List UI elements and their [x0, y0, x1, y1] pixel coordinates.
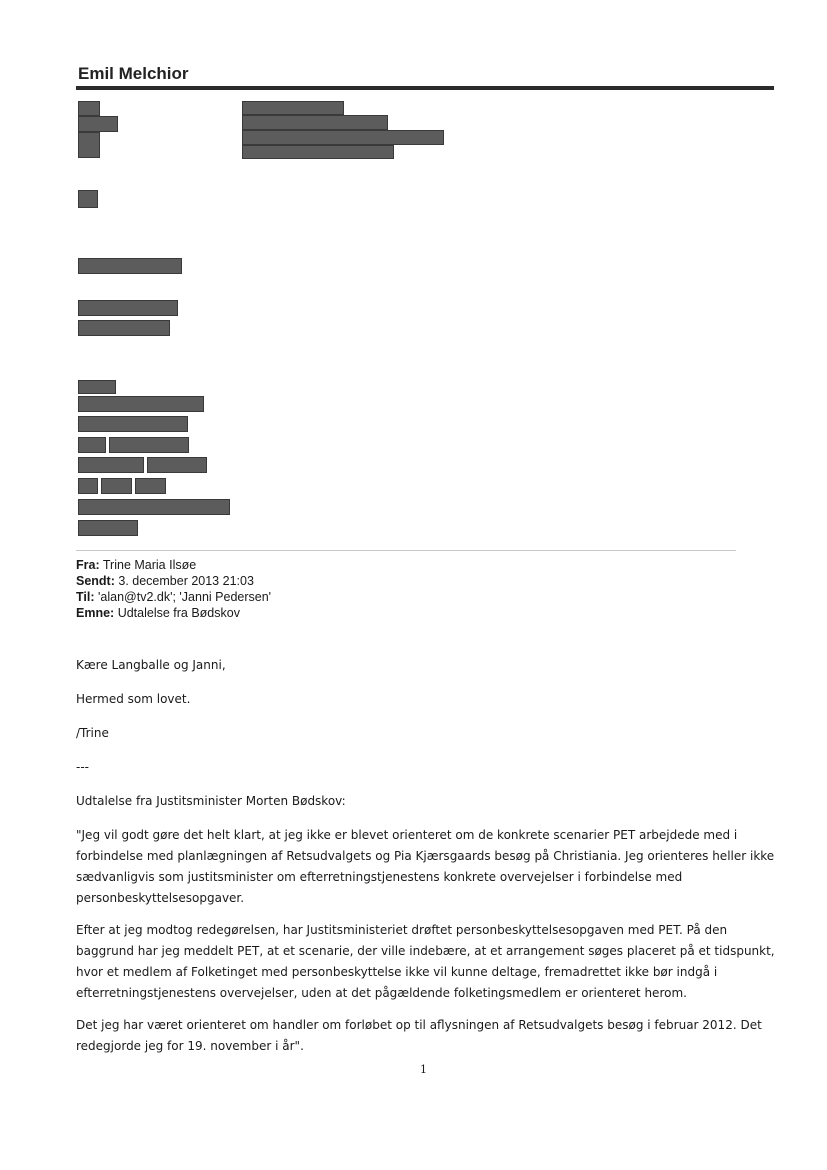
- greeting: Kære Langballe og Janni,: [76, 658, 226, 672]
- redaction-block: [78, 380, 116, 394]
- separator-rule: [76, 550, 736, 551]
- redaction-block: [78, 457, 144, 473]
- email-header: [76, 557, 271, 621]
- redaction-block: [78, 258, 182, 274]
- signoff: /Trine: [76, 726, 109, 740]
- redaction-block: [78, 499, 230, 515]
- from-value: Trine Maria Ilsøe: [102, 558, 197, 572]
- redaction-block: [78, 520, 138, 536]
- redaction-block: [78, 101, 100, 116]
- redaction-block: [135, 478, 166, 494]
- body-line: Hermed som lovet.: [76, 692, 191, 706]
- sent-row: [76, 573, 271, 589]
- redaction-block: [78, 396, 204, 412]
- statement-heading: Udtalelse fra Justitsminister Morten Bødskov:: [76, 794, 346, 808]
- sender-name: Emil Melchior: [78, 64, 189, 83]
- to-value: 'alan@tv2.dk'; 'Janni Pedersen': [98, 590, 272, 604]
- redaction-block: [101, 478, 132, 494]
- statement-paragraph-1: "Jeg vil godt gøre det helt klart, at jeg ikke er blevet orienteret om de konkrete scenarier PET arbejdede med i forbindelse med planlægningen af Retsudvalgets og Pia Kjærsgaards besøg på Christiania. Jeg orienteres heller ikke sædvanligvis som justitsminister om efterretningstjenestens konkrete overvejelser i forbindelse med personbeskyttelsesopgaver.: [76, 828, 775, 905]
- redaction-block: [242, 145, 394, 159]
- divider-text: ---: [76, 760, 89, 774]
- subject-value: Udtalelse fra Bødskov: [117, 606, 240, 620]
- redaction-block: [78, 116, 118, 132]
- to-row: [76, 589, 271, 605]
- to-label: Til:: [76, 590, 95, 604]
- header-rule: [76, 86, 774, 90]
- redaction-block: [147, 457, 207, 473]
- sent-label: Sendt:: [76, 574, 115, 588]
- redaction-block: [78, 478, 98, 494]
- redaction-block: [242, 101, 344, 115]
- from-label: Fra:: [76, 558, 100, 572]
- redaction-block: [78, 132, 100, 158]
- from-row: [76, 557, 271, 573]
- statement-paragraph-3: Det jeg har været orienteret om handler om forløbet op til aflysningen af Retsudvalgets besøg i februar 2012. Det redegjorde jeg for 19. november i år".: [76, 1018, 762, 1053]
- redaction-block: [109, 437, 189, 453]
- redaction-block: [78, 416, 188, 432]
- redaction-block: [78, 320, 170, 336]
- redaction-block: [242, 115, 388, 130]
- sent-value: 3. december 2013 21:03: [118, 574, 254, 588]
- subject-label: Emne:: [76, 606, 115, 620]
- subject-row: [76, 605, 271, 621]
- redaction-block: [78, 300, 178, 316]
- redaction-block: [242, 130, 444, 145]
- statement-paragraph-2: Efter at jeg modtog redegørelsen, har Justitsministeriet drøftet personbeskyttelsesopgaven med PET. På den baggrund har jeg meddelt PET, at et scenarie, der ville indebære, at et arrangement søges placeret på et tidspunkt, hvor et medlem af Folketinget med personbeskyttelse ikke vil kunne deltage, fremadrettet ikke bør indgå i efterretningstjenestens overvejelser, uden at det pågældende folketingsmedlem er orienteret herom.: [76, 923, 775, 1000]
- redaction-block: [78, 190, 98, 208]
- page-number: 1: [420, 1063, 427, 1076]
- redaction-block: [78, 437, 106, 453]
